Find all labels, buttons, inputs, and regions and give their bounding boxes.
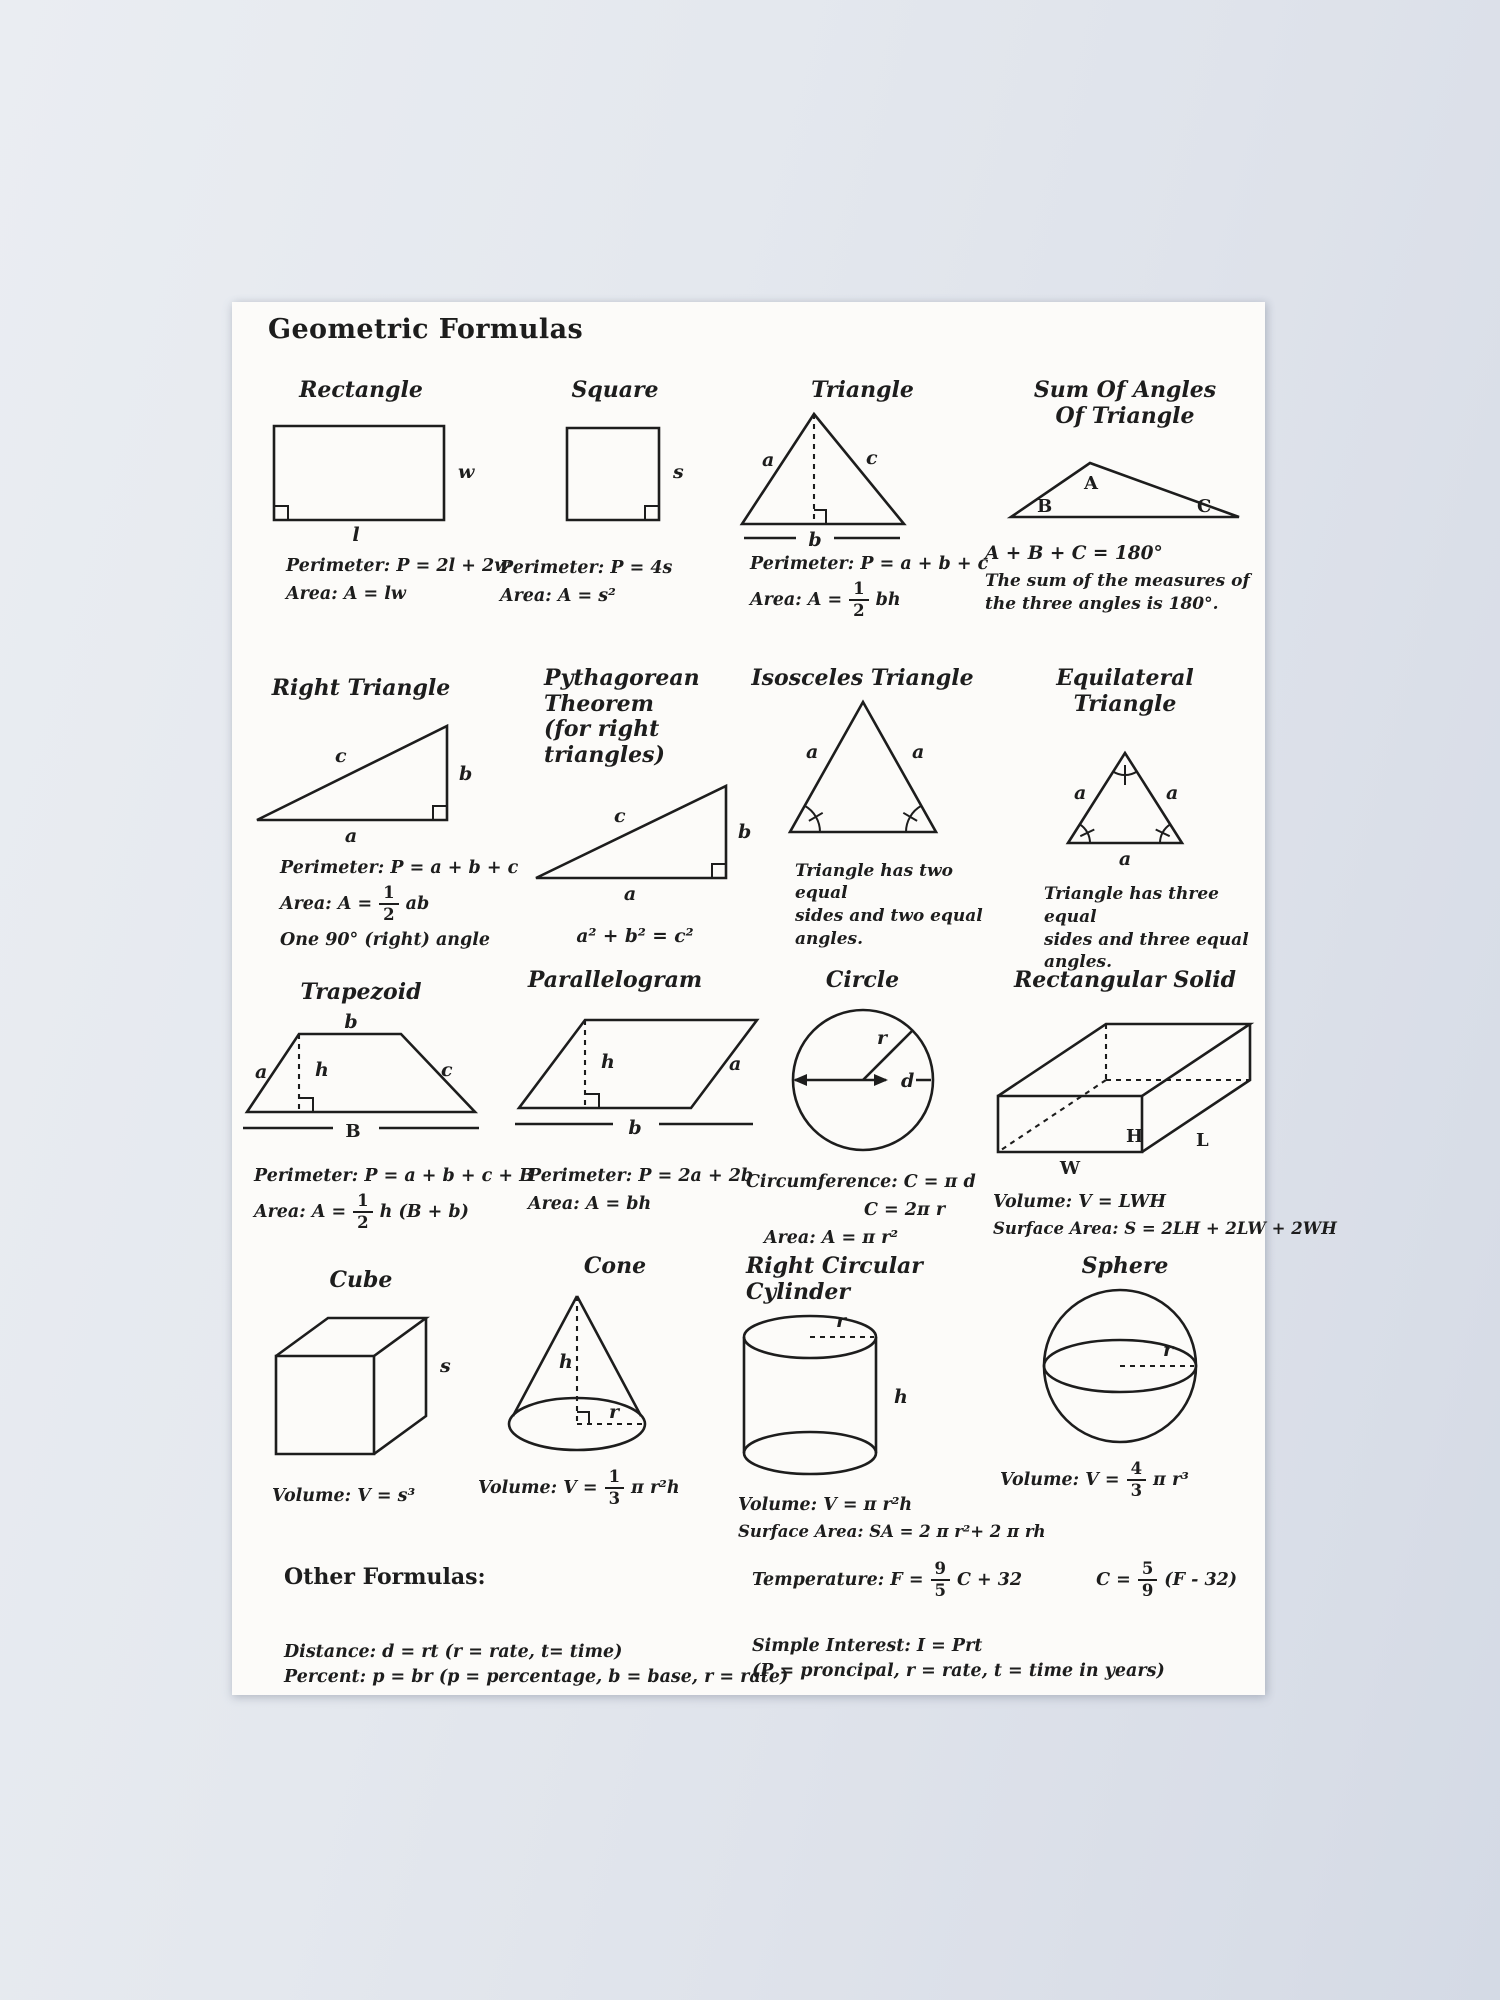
distance-formula: Distance: d = rt (r = rate, t= time) <box>284 1642 623 1662</box>
pythagorean-title <box>544 666 740 768</box>
right-triangle-area-fraction <box>379 884 398 924</box>
cone-title: Cone <box>583 1253 647 1279</box>
sphere-shape <box>1035 1286 1215 1450</box>
trapezoid-title: Trapezoid <box>300 979 422 1005</box>
triangle-area-post: bh <box>875 589 901 610</box>
pythagorean-title-line3: (for right triangles) <box>544 716 665 768</box>
triangle-side-a-label: a <box>761 448 774 471</box>
trapezoid-height-label: h <box>315 1058 329 1081</box>
circle-formulas <box>746 1168 976 1252</box>
parallelogram-height-label: h <box>601 1050 615 1073</box>
cylinder-title-line1: Right Circular <box>746 1253 923 1279</box>
fraction-denominator: 2 <box>383 904 395 924</box>
sum-note-line1: The sum of the measures of <box>985 571 1250 592</box>
circle-circumference: Circumference: C = π d <box>746 1171 976 1192</box>
rectangular-solid-title: Rectangular Solid <box>1014 967 1236 993</box>
right-triangle-c-label: c <box>335 744 347 767</box>
square-formulas <box>500 554 672 610</box>
rectangular-solid-formulas <box>993 1188 1337 1242</box>
sum-note-line2: the three angles is 180°. <box>985 593 1219 614</box>
equilateral-side-a-left-label: a <box>1074 782 1087 805</box>
right-triangle-title: Right Triangle <box>271 675 451 701</box>
solid-length-label: L <box>1196 1129 1209 1151</box>
cell-triangle <box>740 377 989 666</box>
cell-square <box>490 378 740 666</box>
equilateral-note-line1: Triangle has three equal <box>1044 884 1219 927</box>
trapezoid-top-b-label: b <box>344 1010 358 1033</box>
sphere-title: Sphere <box>1081 1253 1169 1279</box>
cylinder-shape <box>738 1309 948 1481</box>
cone-shape <box>505 1288 655 1456</box>
temperature-fraction <box>931 1560 950 1600</box>
triangle-area-pre: Area: A = <box>750 589 843 610</box>
parallelogram-area: Area: A = bh <box>528 1193 652 1214</box>
cone-volume-pre: Volume: V = <box>478 1477 598 1498</box>
distance-percent-block <box>284 1640 788 1690</box>
celsius-pre: C = <box>1096 1570 1131 1591</box>
fraction-numerator: 1 <box>605 1468 624 1489</box>
pythagorean-c-label: c <box>614 805 626 828</box>
sphere-volume <box>1000 1458 1189 1502</box>
rectangle-length-label: l <box>352 523 360 546</box>
rectangle-perimeter: Perimeter: P = 2l + 2w <box>286 555 510 576</box>
percent-formula: Percent: p = br (p = percentage, b = base, r = rate) <box>284 1666 789 1687</box>
cylinder-title-line2: Cylinder <box>746 1278 850 1305</box>
parallelogram-side-a-label: a <box>729 1052 742 1075</box>
isosceles-triangle-shape <box>778 696 948 842</box>
rectangle-width-label: w <box>458 460 475 483</box>
isosceles-side-a-right-label: a <box>911 740 924 763</box>
isosceles-side-a-left-label: a <box>805 740 818 763</box>
right-triangle-a-label: a <box>344 824 358 847</box>
cylinder-surface-area: Surface Area: SA = 2 π r²+ 2 π rh <box>738 1522 1046 1542</box>
triangle-base-label: b <box>807 528 822 551</box>
triangle-area-fraction <box>849 580 868 620</box>
fraction-denominator: 3 <box>608 1488 621 1508</box>
fraction-denominator: 9 <box>1141 1581 1154 1601</box>
cell-parallelogram <box>490 967 754 1254</box>
pythagorean-title-line1: Pythagorean <box>544 665 700 691</box>
trapezoid-side-c-label: c <box>441 1058 453 1081</box>
cell-right-triangle <box>232 666 519 968</box>
triangle-side-c-label: c <box>865 446 878 469</box>
celsius-fraction <box>1138 1560 1157 1600</box>
square-shape <box>545 420 685 532</box>
rectangle-shape <box>246 412 476 544</box>
sphere-volume-pre: Volume: V = <box>1000 1469 1120 1490</box>
trapezoid-side-a-label: a <box>255 1060 268 1083</box>
equilateral-note-line3: angles. <box>1044 952 1113 973</box>
trapezoid-base-label: B <box>345 1120 361 1142</box>
trapezoid-perimeter: Perimeter: P = a + b + c + B <box>254 1165 534 1186</box>
simple-interest-note: (P = proncipal, r = rate, t = time in years) <box>752 1660 1165 1681</box>
fraction-denominator: 2 <box>853 600 865 620</box>
isosceles-note-line2: sides and two equal <box>795 906 983 927</box>
parallelogram-title: Parallelogram <box>527 967 703 993</box>
equilateral-triangle-shape <box>1050 745 1200 871</box>
sum-of-angles-text <box>985 543 1250 616</box>
cell-cylinder <box>738 1253 1046 1554</box>
right-triangle-formulas <box>280 854 518 954</box>
square-side-label: s <box>673 460 684 483</box>
cube-volume: Volume: V = s³ <box>272 1485 416 1506</box>
fraction-denominator: 5 <box>934 1581 946 1601</box>
pythagorean-title-line2: Theorem <box>544 690 654 717</box>
cube-formulas <box>272 1482 415 1510</box>
cell-equilateral <box>985 665 1265 973</box>
trapezoid-area-post: h (B + b) <box>379 1201 469 1222</box>
other-formulas-heading: Other Formulas: <box>284 1564 486 1590</box>
rectangular-solid-shape <box>990 1004 1260 1182</box>
fraction-numerator: 5 <box>1138 1560 1157 1581</box>
equilateral-side-a-bottom-label: a <box>1118 848 1132 871</box>
rectangle-area: Area: A = lw <box>286 583 406 604</box>
cone-height-label: h <box>559 1350 573 1373</box>
right-triangle-shape <box>251 716 473 847</box>
angle-b-label: B <box>1037 496 1053 518</box>
rectangle-title: Rectangle <box>299 377 423 403</box>
solid-height-label: H <box>1126 1125 1144 1147</box>
cone-radius-label: r <box>609 1400 620 1423</box>
cell-rectangle <box>232 377 510 666</box>
equilateral-side-a-right-label: a <box>1166 782 1179 805</box>
cell-rectangular-solid <box>985 967 1337 1254</box>
sphere-volume-post: π r³ <box>1153 1469 1189 1490</box>
angle-a-label: A <box>1084 473 1098 495</box>
solid-surface-area: Surface Area: S = 2LH + 2LW + 2WH <box>993 1218 1337 1238</box>
cell-pythagorean <box>490 665 752 968</box>
cube-shape <box>266 1306 456 1464</box>
right-triangle-area <box>280 882 518 926</box>
right-triangle-perimeter: Perimeter: P = a + b + c <box>280 857 519 878</box>
sum-of-angles-title <box>1034 378 1216 429</box>
solid-volume: Volume: V = LWH <box>993 1191 1166 1212</box>
temperature-pre: Temperature: F = <box>752 1570 924 1591</box>
sphere-formulas <box>1000 1458 1189 1502</box>
circle-circumference2: C = 2π r <box>864 1199 946 1220</box>
fraction-numerator: 1 <box>353 1192 372 1213</box>
sum-title-line2: Of Triangle <box>1055 402 1195 429</box>
pythagorean-triangle-shape <box>530 778 752 906</box>
rectangle-formulas <box>286 552 509 608</box>
trapezoid-area-fraction <box>353 1192 372 1232</box>
circle-title: Circle <box>825 967 900 993</box>
fraction-denominator: 2 <box>357 1212 369 1232</box>
right-triangle-note: One 90° (right) angle <box>280 929 491 950</box>
celsius-post: (F - 32) <box>1164 1570 1238 1591</box>
fraction-numerator: 1 <box>379 884 398 905</box>
isosceles-note-line3: angles. <box>795 928 864 949</box>
triangle-title: Triangle <box>811 377 914 403</box>
temperature-post: C + 32 <box>956 1570 1023 1591</box>
temperature-line <box>752 1558 1237 1602</box>
cylinder-title <box>746 1254 923 1305</box>
parallelogram-base-label: b <box>628 1116 642 1139</box>
cell-cone <box>478 1253 740 1554</box>
cell-cube <box>232 1254 490 1554</box>
circle-diameter-label: d <box>900 1069 914 1092</box>
parallelogram-formulas <box>528 1162 753 1218</box>
right-triangle-b-label: b <box>459 762 473 785</box>
circle-shape <box>783 1002 943 1158</box>
trapezoid-shape <box>241 1010 481 1146</box>
cylinder-volume: Volume: V = π r²h <box>738 1495 913 1516</box>
square-perimeter: Perimeter: P = 4s <box>500 557 673 578</box>
equilateral-title-line1: Equilateral <box>1056 665 1194 691</box>
fraction-numerator: 4 <box>1127 1460 1146 1481</box>
isosceles-note <box>795 860 985 951</box>
square-title: Square <box>571 377 659 403</box>
pythagorean-a-label: a <box>623 883 637 906</box>
sum-equation: A + B + C = 180° <box>985 543 1163 565</box>
cell-circle <box>740 968 985 1254</box>
trapezoid-area-pre: Area: A = <box>254 1201 347 1222</box>
cell-sum-of-angles <box>985 378 1265 666</box>
poster-title: Geometric Formulas <box>268 314 584 345</box>
cylinder-radius-label: r <box>835 1310 846 1333</box>
equilateral-note <box>1044 883 1265 974</box>
cube-side-label: s <box>440 1354 451 1377</box>
cone-volume-fraction <box>605 1468 624 1508</box>
right-triangle-area-post: ab <box>405 893 430 914</box>
equilateral-note-line2: sides and three equal <box>1044 929 1249 950</box>
geometric-formulas-poster <box>232 302 1337 1695</box>
fraction-numerator: 9 <box>931 1560 950 1581</box>
cylinder-height-label: h <box>893 1386 908 1409</box>
cell-isosceles <box>740 666 985 968</box>
isosceles-note-line1: Triangle has two equal <box>795 860 953 904</box>
parallelogram-perimeter: Perimeter: P = 2a + 2b <box>528 1165 754 1186</box>
isosceles-title: Isosceles Triangle <box>751 665 974 691</box>
pythagorean-equation: a² + b² = c² <box>576 926 694 948</box>
pythagorean-b-label: b <box>738 821 752 844</box>
parallelogram-shape <box>513 1008 763 1140</box>
formula-grid <box>232 377 1337 1554</box>
triangle-perimeter: Perimeter: P = a + b + c <box>750 553 989 574</box>
sum-title-line1: Sum Of Angles <box>1033 377 1217 403</box>
cube-title: Cube <box>329 1267 393 1293</box>
cone-volume-post: π r²h <box>631 1477 680 1498</box>
equilateral-title-line2: Triangle <box>1073 690 1177 717</box>
fraction-denominator: 3 <box>1130 1480 1143 1500</box>
solid-width-label: W <box>1059 1157 1081 1179</box>
sphere-volume-fraction <box>1127 1460 1146 1500</box>
simple-interest-formula: Simple Interest: I = Prt <box>752 1636 983 1656</box>
right-triangle-area-pre: Area: A = <box>280 893 373 914</box>
square-area: Area: A = s² <box>500 585 616 606</box>
cell-trapezoid <box>232 968 534 1254</box>
triangle-area <box>750 578 988 622</box>
simple-interest-block <box>752 1634 1165 1684</box>
sphere-radius-label: r <box>1163 1338 1174 1361</box>
triangle-shape <box>728 406 918 551</box>
triangle-formulas <box>750 550 988 622</box>
cone-volume <box>478 1466 680 1510</box>
fraction-numerator: 1 <box>849 580 868 601</box>
circle-radius-label: r <box>876 1026 887 1049</box>
sum-of-angles-triangle-shape <box>1005 451 1245 527</box>
circle-area: Area: A = π r² <box>764 1227 899 1248</box>
angle-c-label: C <box>1197 496 1212 518</box>
cell-sphere <box>985 1254 1265 1554</box>
cone-formulas <box>478 1466 680 1510</box>
temperature-formulas <box>752 1558 1237 1602</box>
equilateral-title <box>1056 666 1193 717</box>
